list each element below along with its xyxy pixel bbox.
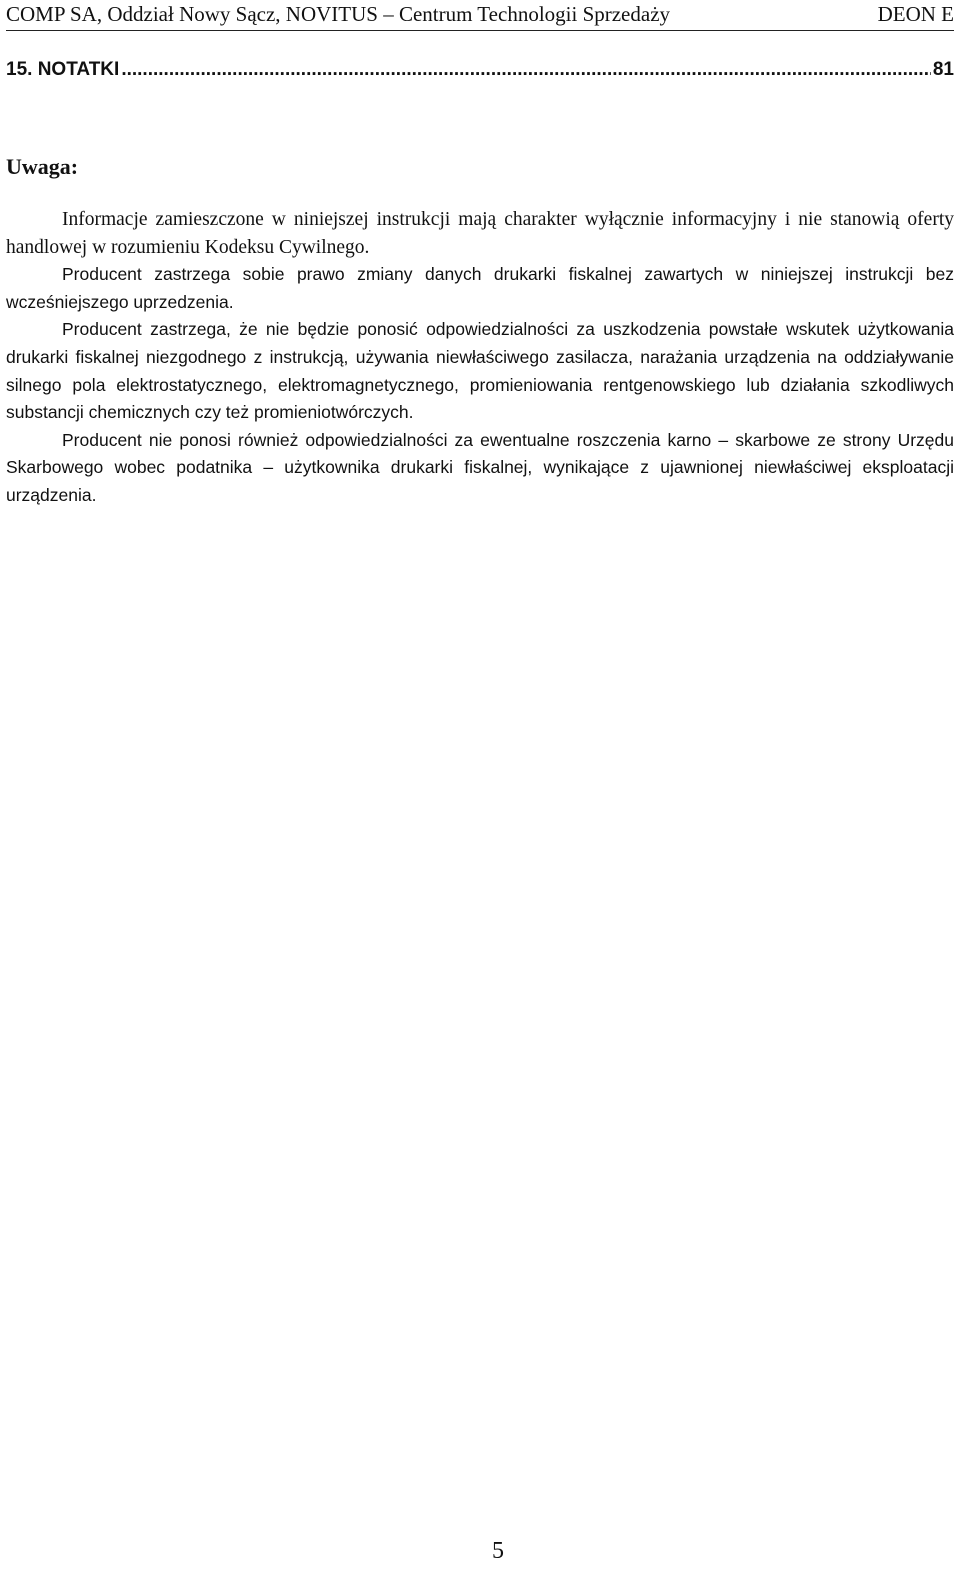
header-company: COMP SA, Oddział Nowy Sącz, NOVITUS – Centrum Technologii Sprzedaży bbox=[6, 2, 671, 26]
page-number: 5 bbox=[492, 1538, 504, 1564]
toc-leader-dots bbox=[121, 58, 931, 82]
notice-paragraph: Producent zastrzega sobie prawo zmiany danych drukarki fiskalnej zawartych w niniejszej instrukcji bez wcześniejszego uprzedzenia. bbox=[6, 264, 954, 312]
toc-entry-page: 81 bbox=[932, 59, 954, 80]
notice-paragraph: Informacje zamieszczone w niniejszej instrukcji mają charakter wyłącznie informacyjny i nie stanowią oferty handlowej w rozumieniu Kodeksu Cywilnego. bbox=[6, 209, 954, 258]
notice-body bbox=[6, 206, 954, 510]
notice-paragraph: Producent nie ponosi również odpowiedzialności za ewentualne roszczenia karno – skarbowe ze strony Urzędu Skarbowego wobec podatnika – użytkownika drukarki fiskalnej, wynikające z ujawnionej niewłaściwej eksploatacji urządzenia. bbox=[6, 429, 954, 505]
header-model: DEON E bbox=[877, 2, 954, 26]
page-number-container bbox=[0, 1536, 960, 1566]
toc-entry-title: 15. NOTATKI bbox=[6, 59, 120, 80]
notice-heading: Uwaga: bbox=[6, 154, 79, 179]
running-header bbox=[6, 2, 954, 31]
notice-paragraph: Producent zastrzega, że nie będzie ponosić odpowiedzialności za uszkodzenia powstałe wskutek użytkowania drukarki fiskalnej niezgodnego z instrukcją, używania niewłaściwego zasilacza, narażania urządzenia na oddziaływanie silnego pola elektrostatycznego, elektromagnetycznego, promieniowania rentgenowskiego lub działania szkodliwych substancji chemicznych czy też promieniotwórczych. bbox=[6, 319, 954, 423]
toc-entry[interactable] bbox=[6, 58, 954, 82]
